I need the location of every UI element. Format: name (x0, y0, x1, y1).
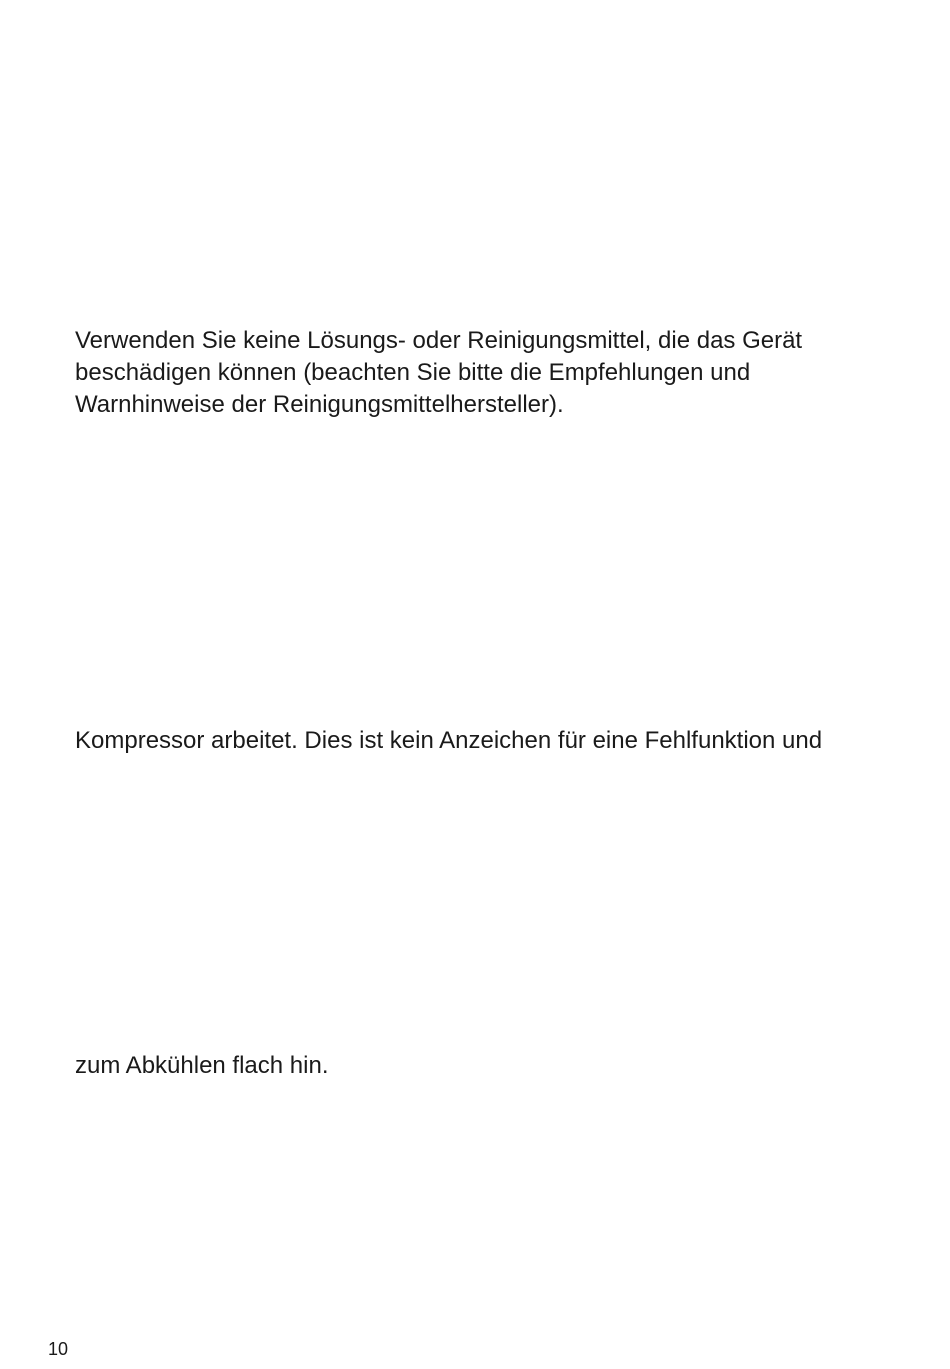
page-number: 10 (48, 1339, 69, 1359)
paragraph-compressor-note (75, 725, 915, 757)
text-line: beschädigen können (beachten Sie bitte die Empfehlungen und (75, 359, 751, 386)
text-line: zum Abkühlen flach hin. (75, 1052, 329, 1079)
text-line: Verwenden Sie keine Lösungs- oder Reinigungsmittel, die das Gerät (75, 327, 803, 354)
text-line: Warnhinweise der Reinigungsmittelhersteller). (75, 391, 564, 418)
text-line: Kompressor arbeitet. Dies ist kein Anzeichen für eine Fehlfunktion und (75, 727, 823, 754)
paragraph-cleaning-warning (75, 325, 915, 421)
paragraph-cooling-note (75, 1050, 915, 1082)
